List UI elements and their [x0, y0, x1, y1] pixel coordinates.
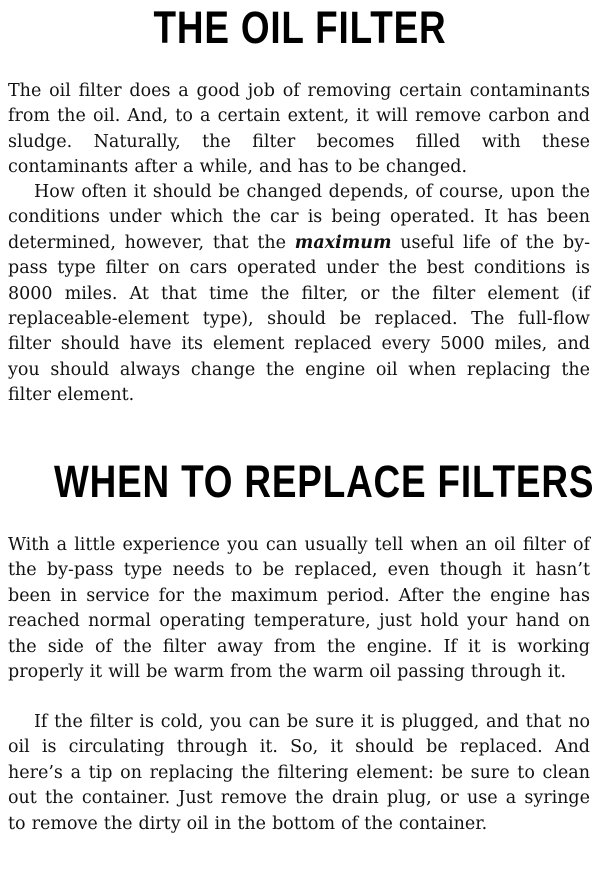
emphasized-word-maximum: maximum	[294, 232, 392, 253]
paragraph-text-part: useful life of the by-pass type filter on cars operated under the best conditions is 8000 miles. At that time the filter, or the filter element (if replaceable-element type), should be replaced. The full-flow filter should have its element replaced every 5000 miles, and you should always change the engine oil when replacing the filter element.	[8, 232, 591, 406]
section-title-when-to-replace: WHEN TO REPLACE FILTERS	[54, 456, 595, 507]
paragraph-text-part: How often it should be changed depends, of course, upon the conditions under which the car is being operated. It has been determined, however, that the	[8, 182, 590, 253]
paragraph-oil-filter-change-interval	[8, 180, 590, 409]
paragraph-replace-by-feel: With a little experience you can usually tell when an oil filter of the by-pass type needs to be replaced, even though it hasn’t been in service for the maximum period. After the engine has reached normal operating temperature, just hold your hand on the side of the filter away from the engine. If it is working properly it will be warm from the warm oil passing through it.	[8, 535, 590, 683]
paragraph-replace-tip: If the filter is cold, you can be sure it is plugged, and that no oil is circulating through it. So, it should be replaced. And here’s a tip on replacing the filtering element: be sure to clean out the container. Just remove the drain plug, or use a syringe to remove the dirty oil in the bottom of the container.	[8, 712, 590, 834]
section-title-oil-filter: THE OIL FILTER	[153, 2, 447, 53]
paragraph-oil-filter-intro: The oil filter does a good job of removing certain contaminants from the oil. And, to a certain extent, it will remove carbon and sludge. Naturally, the filter becomes filled with these contaminants after a while, and has to be changed.	[8, 81, 590, 178]
